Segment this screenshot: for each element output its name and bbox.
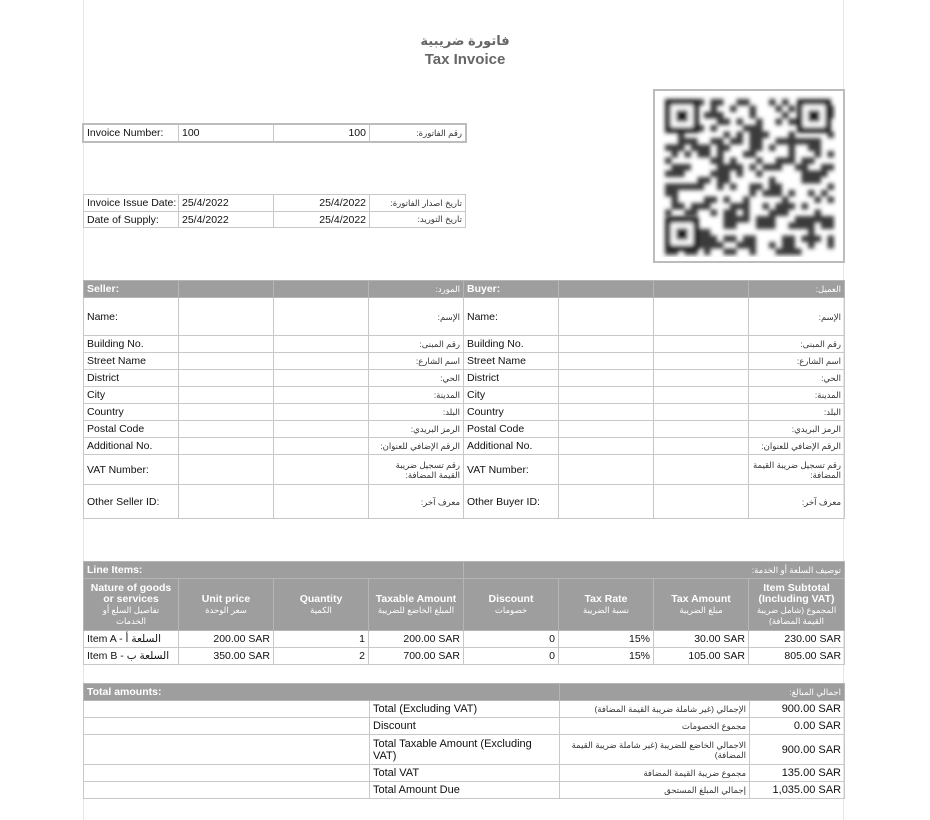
seller-field-label: Building No. (84, 336, 179, 353)
totals-spacer (84, 735, 370, 765)
column-header-ar: سعر الوحدة (205, 604, 247, 615)
party-row (84, 404, 845, 421)
totals-row (84, 718, 845, 735)
seller-field-value-ar (274, 336, 369, 353)
column-header (369, 579, 464, 631)
totals-spacer (84, 782, 370, 799)
seller-field-value (179, 404, 274, 421)
column-header-ar: مبلغ الضريبة (679, 604, 723, 615)
qr-code-graphic (661, 95, 837, 257)
invoice-number-value: 100 (179, 125, 274, 142)
totals-label-ar: إجمالي المبلغ المستحق (560, 782, 750, 799)
seller-field-value (179, 370, 274, 387)
column-header-ar: خصومات (494, 604, 528, 615)
buyer-field-value (559, 438, 654, 455)
issue-date-value: 25/4/2022 (179, 195, 274, 212)
invoice-dates-table (83, 194, 466, 228)
buyer-field-value-ar (654, 353, 749, 370)
seller-field-label: Postal Code (84, 421, 179, 438)
column-header (84, 579, 179, 631)
supply-date-value-ar: 25/4/2022 (274, 212, 370, 228)
party-row (84, 438, 845, 455)
totals-table (83, 683, 845, 799)
seller-field-value (179, 455, 274, 485)
totals-row (84, 782, 845, 799)
issue-date-label-ar: تاريخ اصدار الفاتورة: (370, 195, 466, 212)
seller-field-value (179, 387, 274, 404)
totals-value: 900.00 SAR (750, 735, 845, 765)
totals-value: 900.00 SAR (750, 701, 845, 718)
line-item-rate: 15% (559, 631, 654, 648)
seller-field-label-ar: رقم المبنى: (369, 336, 464, 353)
buyer-field-value (559, 298, 654, 336)
line-item-unit-price: 200.00 SAR (179, 631, 274, 648)
buyer-field-label-ar: المدينة: (749, 387, 845, 404)
title-arabic: فاتورة ضريبية (420, 33, 510, 48)
seller-field-value-ar (274, 404, 369, 421)
buyer-field-value-ar (654, 336, 749, 353)
seller-field-label: Other Seller ID: (84, 485, 179, 519)
seller-field-value-ar (274, 421, 369, 438)
totals-label-ar: الإجمالي (غير شاملة ضريبة القيمة المضافة) (560, 701, 750, 718)
column-header-en: Tax Amount (671, 592, 731, 605)
buyer-field-value (559, 353, 654, 370)
seller-field-label-ar: الرقم الإضافي للعنوان: (369, 438, 464, 455)
line-item-taxable: 700.00 SAR (369, 648, 464, 665)
party-row (84, 298, 845, 336)
seller-field-value-ar (274, 438, 369, 455)
buyer-field-label: District (464, 370, 559, 387)
buyer-field-label: Street Name (464, 353, 559, 370)
column-header (179, 579, 274, 631)
seller-field-label-ar: معرف آخر: (369, 485, 464, 519)
totals-spacer (84, 701, 370, 718)
totals-label-ar: مجموع الخصومات (560, 718, 750, 735)
line-item-taxable: 200.00 SAR (369, 631, 464, 648)
line-item-name: Item A - السلعة أ (84, 631, 179, 648)
invoice-number-label: Invoice Number: (84, 125, 179, 142)
supply-date-label: Date of Supply: (84, 212, 179, 228)
seller-field-label-ar: رقم تسجيل ضريبة القيمة المضافة: (369, 455, 464, 485)
seller-field-label-ar: اسم الشارع: (369, 353, 464, 370)
seller-field-label: Name: (84, 298, 179, 336)
totals-spacer (84, 718, 370, 735)
buyer-header-ar: العميل: (749, 281, 845, 298)
line-item-discount: 0 (464, 648, 559, 665)
line-item-name: Item B - السلعة ب (84, 648, 179, 665)
buyer-field-label-ar: اسم الشارع: (749, 353, 845, 370)
seller-field-value-ar (274, 370, 369, 387)
qr-code-icon (653, 89, 845, 263)
seller-field-label: District (84, 370, 179, 387)
column-header (654, 579, 749, 631)
seller-field-value-ar (274, 353, 369, 370)
seller-field-value (179, 353, 274, 370)
column-header (749, 579, 845, 631)
buyer-field-label-ar: رقم المبنى: (749, 336, 845, 353)
seller-field-label: Country (84, 404, 179, 421)
buyer-field-value (559, 404, 654, 421)
buyer-field-label: Name: (464, 298, 559, 336)
buyer-field-value-ar (654, 438, 749, 455)
column-header-en: Unit price (201, 592, 251, 605)
seller-field-value (179, 485, 274, 519)
buyer-field-value-ar (654, 421, 749, 438)
party-row (84, 387, 845, 404)
seller-field-value (179, 298, 274, 336)
party-row (84, 455, 845, 485)
column-header-ar: الكمية (310, 604, 332, 615)
totals-value: 135.00 SAR (750, 765, 845, 782)
column-header-en: Discount (488, 592, 534, 605)
column-header-en: Tax Rate (584, 592, 628, 605)
seller-field-value-ar (274, 485, 369, 519)
buyer-field-value (559, 387, 654, 404)
party-row (84, 336, 845, 353)
buyer-field-value-ar (654, 387, 749, 404)
line-item-qty: 1 (274, 631, 369, 648)
buyer-field-label-ar: الرمز البريدي: (749, 421, 845, 438)
issue-date-value-ar: 25/4/2022 (274, 195, 370, 212)
buyer-field-label: Other Buyer ID: (464, 485, 559, 519)
seller-field-value-ar (274, 387, 369, 404)
party-row (84, 370, 845, 387)
buyer-field-label: City (464, 387, 559, 404)
buyer-field-value-ar (654, 370, 749, 387)
seller-field-label-ar: الإسم: (369, 298, 464, 336)
totals-spacer (84, 765, 370, 782)
totals-row (84, 735, 845, 765)
line-items-header: Line Items: (84, 562, 464, 579)
seller-field-label: Street Name (84, 353, 179, 370)
seller-field-label-ar: الرمز البريدي: (369, 421, 464, 438)
buyer-field-label-ar: الرقم الإضافي للعنوان: (749, 438, 845, 455)
column-header (559, 579, 654, 631)
seller-field-value (179, 421, 274, 438)
line-item-discount: 0 (464, 631, 559, 648)
line-item-subtotal: 805.00 SAR (749, 648, 845, 665)
parties-table (83, 280, 845, 519)
line-items-table (83, 561, 845, 665)
totals-label: Total (Excluding VAT) (370, 701, 560, 718)
seller-field-label-ar: المدينة: (369, 387, 464, 404)
buyer-field-label-ar: معرف آخر: (749, 485, 845, 519)
seller-field-label: Additional No. (84, 438, 179, 455)
buyer-field-value (559, 485, 654, 519)
totals-row (84, 701, 845, 718)
seller-field-value (179, 438, 274, 455)
table-row (84, 631, 845, 648)
buyer-field-label: Postal Code (464, 421, 559, 438)
issue-date-label: Invoice Issue Date: (84, 195, 179, 212)
buyer-field-label-ar: البلد: (749, 404, 845, 421)
seller-header-ar: المورد: (369, 281, 464, 298)
buyer-header: Buyer: (464, 281, 559, 298)
buyer-field-label: Additional No. (464, 438, 559, 455)
seller-header: Seller: (84, 281, 179, 298)
column-header-ar: المجموع (شامل ضريبة القيمة المضافة) (756, 604, 837, 626)
totals-label: Total Taxable Amount (Excluding VAT) (370, 735, 560, 765)
line-item-qty: 2 (274, 648, 369, 665)
totals-label-ar: الاجمالي الخاضع للضريبة (غير شاملة ضريبة القيمة المضافة) (560, 735, 750, 765)
table-row (84, 648, 845, 665)
buyer-field-label-ar: الإسم: (749, 298, 845, 336)
buyer-field-value (559, 421, 654, 438)
column-header-ar: نسبة الضريبة (583, 604, 629, 615)
buyer-field-label: Country (464, 404, 559, 421)
invoice-number-table (83, 124, 466, 142)
seller-field-label: City (84, 387, 179, 404)
line-item-unit-price: 350.00 SAR (179, 648, 274, 665)
column-header-ar: المبلغ الخاضع للضريبة (377, 604, 455, 615)
column-header-en: Nature of goods or services (90, 581, 172, 605)
line-item-tax: 105.00 SAR (654, 648, 749, 665)
buyer-field-label-ar: الحي: (749, 370, 845, 387)
seller-field-label-ar: البلد: (369, 404, 464, 421)
buyer-field-value-ar (654, 485, 749, 519)
seller-field-value-ar (274, 455, 369, 485)
line-item-subtotal: 230.00 SAR (749, 631, 845, 648)
party-row (84, 353, 845, 370)
column-header (274, 579, 369, 631)
seller-field-value-ar (274, 298, 369, 336)
seller-field-label-ar: الحي: (369, 370, 464, 387)
line-item-rate: 15% (559, 648, 654, 665)
totals-header-ar: اجمالي المبالغ: (560, 684, 845, 701)
line-item-tax: 30.00 SAR (654, 631, 749, 648)
column-header-ar: تفاصيل السلع أو الخدمات (102, 604, 160, 626)
totals-value: 1,035.00 SAR (750, 782, 845, 799)
party-row (84, 485, 845, 519)
totals-label-ar: مجموع ضريبة القيمة المضافة (560, 765, 750, 782)
buyer-field-value (559, 336, 654, 353)
buyer-field-value-ar (654, 404, 749, 421)
buyer-field-label: VAT Number: (464, 455, 559, 485)
totals-label: Discount (370, 718, 560, 735)
supply-date-value: 25/4/2022 (179, 212, 274, 228)
buyer-field-value-ar (654, 298, 749, 336)
buyer-field-value-ar (654, 455, 749, 485)
invoice-number-label-ar: رقم الفاتورة: (370, 125, 466, 142)
totals-value: 0.00 SAR (750, 718, 845, 735)
buyer-field-label: Building No. (464, 336, 559, 353)
column-header-en: Quantity (299, 592, 343, 605)
supply-date-label-ar: تاريخ التوريد: (370, 212, 466, 228)
seller-field-value (179, 336, 274, 353)
invoice-number-value-ar: 100 (274, 125, 370, 142)
buyer-field-value (559, 455, 654, 485)
column-header-en: Taxable Amount (375, 592, 457, 605)
totals-label: Total Amount Due (370, 782, 560, 799)
buyer-field-value (559, 370, 654, 387)
column-header (464, 579, 559, 631)
column-header-en: Item Subtotal (Including VAT) (758, 581, 835, 605)
totals-row (84, 765, 845, 782)
line-items-header-ar: توصيف السلعة أو الخدمة: (464, 562, 845, 579)
totals-label: Total VAT (370, 765, 560, 782)
seller-field-label: VAT Number: (84, 455, 179, 485)
totals-header: Total amounts: (84, 684, 560, 701)
title-english: Tax Invoice (424, 51, 506, 68)
buyer-field-label-ar: رقم تسجيل ضريبة القيمة المضافة: (749, 455, 845, 485)
party-row (84, 421, 845, 438)
